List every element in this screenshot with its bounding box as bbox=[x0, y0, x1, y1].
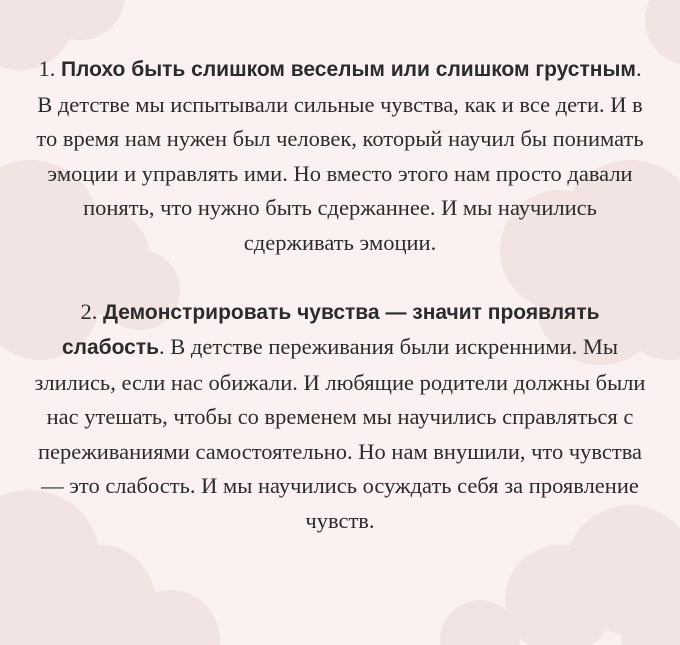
text-content bbox=[30, 52, 650, 538]
paragraph-body: . В детстве мы испытывали сильные чувства, как и все дети. И в то время нам нужен был человек, который научил бы понимать эмоции и управлять ими. Но вместо этого нам просто давали понять, что нужно быть сдержаннее. И мы научились сдерживать эмоции. bbox=[36, 56, 644, 255]
paragraph-heading: Плохо быть слишком веселым или слишком грустным bbox=[60, 58, 636, 81]
paragraph-number: 1. bbox=[38, 56, 56, 81]
paragraph-body: . В детстве переживания были искренними. Мы злились, если нас обижали. И любящие родители должны были нас утешать, чтобы со временем мы научились справляться с переживаниями самостоятельно. Но нам внушили, что чувства — это слабость. И мы научились осуждать себя за проявление чувств. bbox=[34, 334, 646, 533]
paragraph-2 bbox=[30, 295, 650, 539]
paragraph-heading: Демонстрировать чувства — значит проявлять слабость bbox=[61, 300, 600, 359]
paragraph-1 bbox=[30, 52, 650, 260]
paragraph-number: 2. bbox=[80, 298, 98, 324]
